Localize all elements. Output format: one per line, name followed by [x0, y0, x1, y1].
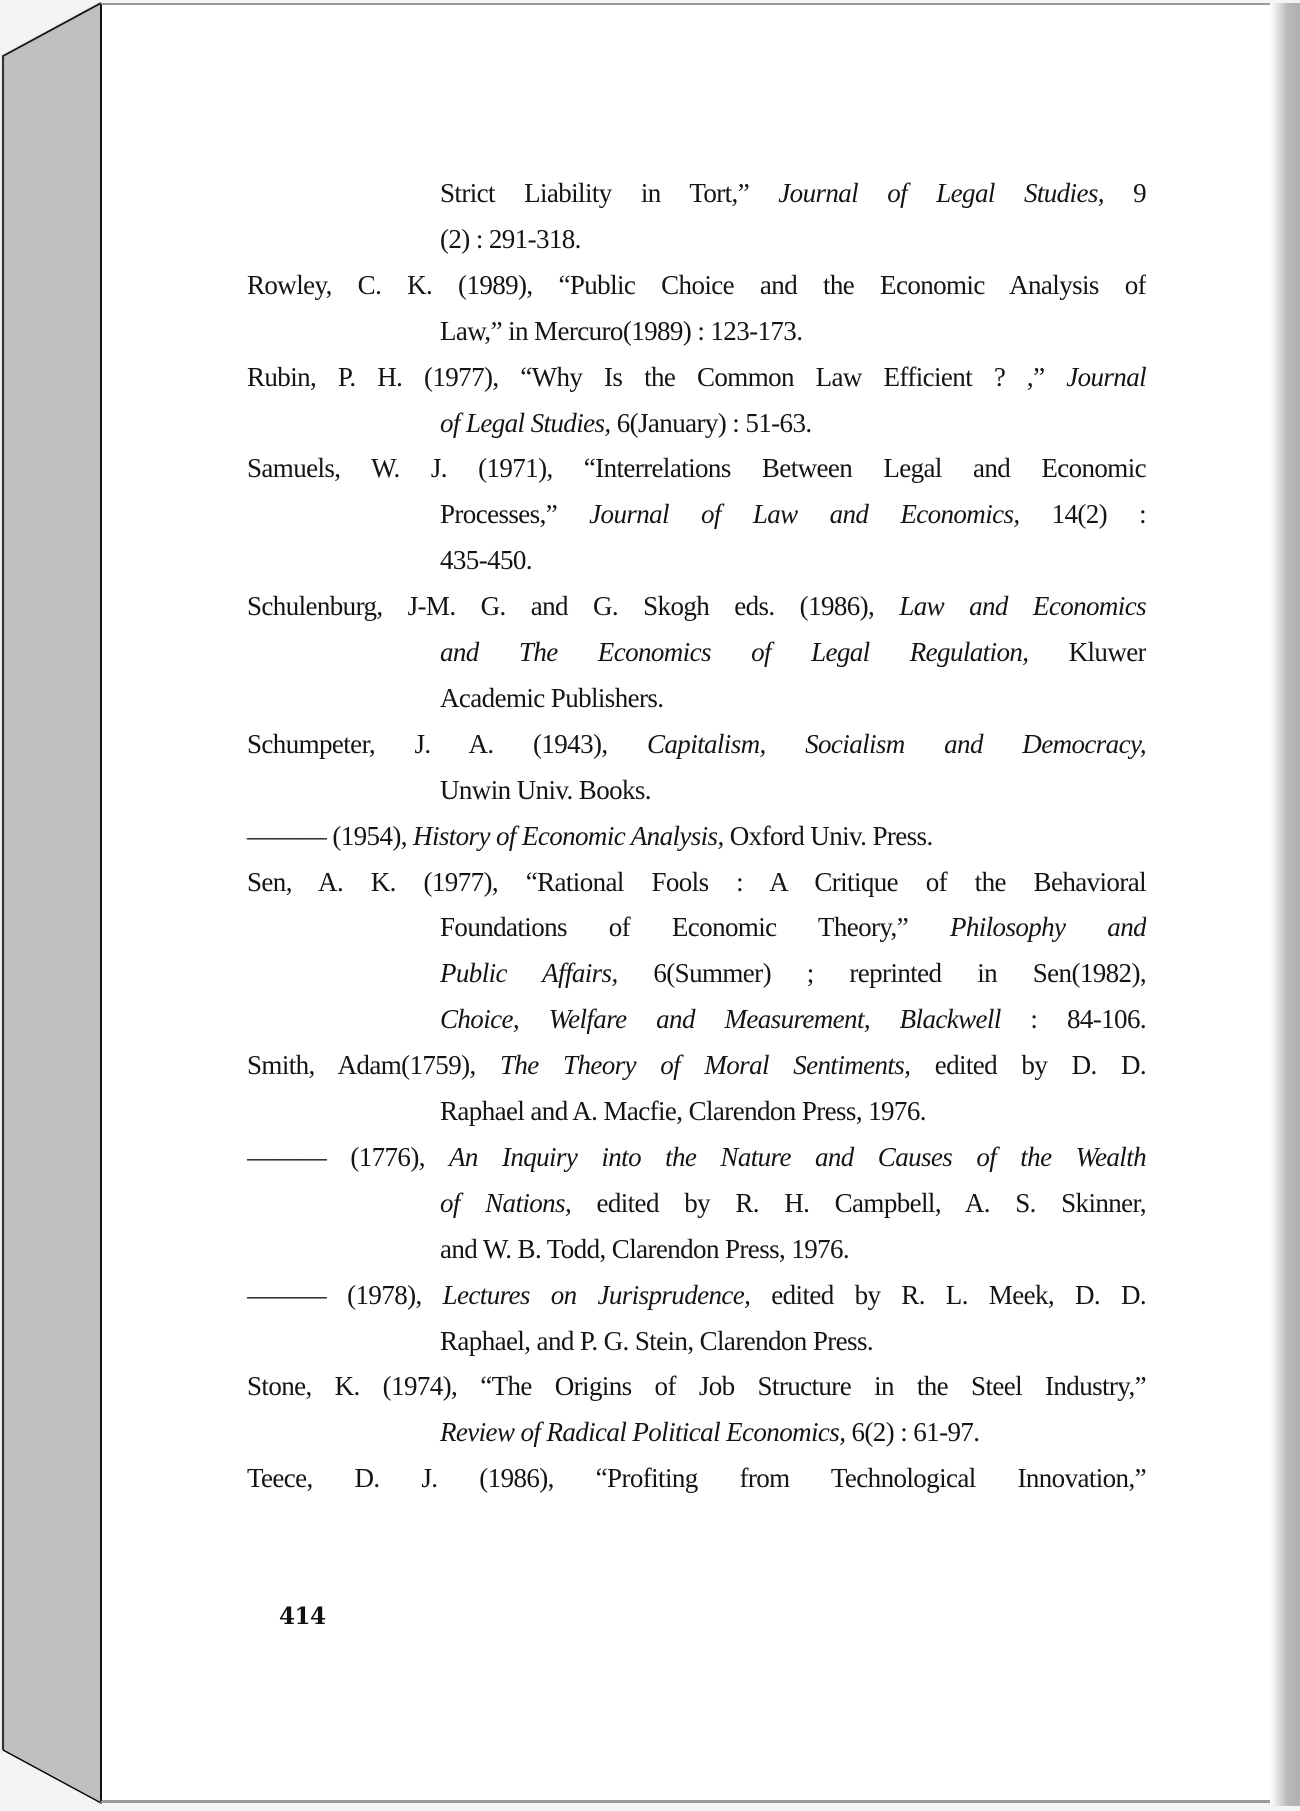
reference-text: ——— (1954),: [247, 821, 414, 851]
reference-continuation-line: [440, 996, 1146, 1042]
italic-title-text: Journal: [1066, 362, 1146, 392]
italic-title-text: Public Affairs,: [440, 958, 618, 988]
reference-text: Teece, D. J. (1986), “Profiting from Technological Innovation,”: [247, 1463, 1146, 1493]
reference-continuation-line: [440, 1180, 1146, 1226]
reference-text: Strict Liability in Tort,”: [440, 178, 779, 208]
reference-text: 9: [1103, 178, 1146, 208]
reference-entry-line: [247, 445, 1146, 491]
italic-title-text: Journal of Legal Studies,: [778, 178, 1104, 208]
reference-text: ——— (1776),: [247, 1142, 450, 1172]
reference-text: (2) : 291-318.: [440, 224, 581, 254]
reference-text: 6(Summer) ; reprinted in Sen(1982),: [617, 958, 1146, 988]
reference-text: Stone, K. (1974), “The Origins of Job Structure in the Steel Industry,”: [247, 1371, 1146, 1401]
reference-entry-line: [247, 813, 933, 859]
reference-entry-line: [247, 1042, 1146, 1088]
reference-text: 6(2) : 61-97.: [845, 1417, 980, 1447]
reference-continuation-line: [440, 767, 651, 813]
reference-entry-line: [247, 1363, 1146, 1409]
italic-title-text: and The Economics of Legal Regulation,: [440, 637, 1029, 667]
reference-entry-line: [247, 1134, 1146, 1180]
page-edge-shadow: [1270, 3, 1300, 1806]
italic-title-text: Journal of Law and Economics,: [589, 499, 1020, 529]
reference-continuation-line: [440, 629, 1146, 675]
reference-text: 6(January) : 51-63.: [610, 408, 812, 438]
italic-title-text: Lectures on Jurisprudence,: [442, 1280, 751, 1310]
reference-text: edited by R. L. Meek, D. D.: [750, 1280, 1146, 1310]
reference-continuation-line: [440, 904, 1146, 950]
reference-text: Oxford Univ. Press.: [723, 821, 933, 851]
reference-text: Raphael and A. Macfie, Clarendon Press, 1976.: [440, 1096, 926, 1126]
reference-text: Schumpeter, J. A. (1943),: [247, 729, 647, 759]
reference-text: Rowley, C. K. (1989), “Public Choice and the Economic Analysis of: [247, 270, 1146, 300]
reference-text: Kluwer: [1028, 637, 1146, 667]
reference-continuation-line: [440, 1409, 979, 1455]
reference-text: edited by D. D.: [910, 1050, 1146, 1080]
reference-text: ——— (1978),: [247, 1280, 443, 1310]
reference-entry-line: [247, 1455, 1146, 1501]
italic-title-text: Review of Radical Political Economics,: [440, 1417, 846, 1447]
reference-text: Rubin, P. H. (1977), “Why Is the Common Law Efficient ? ,”: [247, 362, 1067, 392]
reference-continuation-line: [440, 675, 663, 721]
reference-text: edited by R. H. Campbell, A. S. Skinner,: [571, 1188, 1146, 1218]
reference-text: Foundations of Economic Theory,”: [440, 912, 950, 942]
italic-title-text: History of Economic Analysis,: [413, 821, 724, 851]
reference-entry-line: [247, 583, 1146, 629]
reference-text: Academic Publishers.: [440, 683, 664, 713]
reference-text: Samuels, W. J. (1971), “Interrelations Between Legal and Economic: [247, 453, 1146, 483]
book-spine-shape: [0, 0, 104, 1806]
reference-text: : 84-106.: [1000, 1004, 1146, 1034]
reference-entry-line: [247, 859, 1146, 905]
italic-title-text: Law and Economics: [899, 591, 1146, 621]
reference-entry-line: [247, 721, 1146, 767]
italic-title-text: An Inquiry into the Nature and Causes of the Wealth: [449, 1142, 1146, 1172]
reference-text: Law,” in Mercuro(1989) : 123-173.: [440, 316, 803, 346]
reference-text: Raphael, and P. G. Stein, Clarendon Press.: [440, 1326, 873, 1356]
reference-text: and W. B. Todd, Clarendon Press, 1976.: [440, 1234, 850, 1264]
reference-text: 435-450.: [440, 545, 532, 575]
italic-title-text: of Nations,: [440, 1188, 572, 1218]
reference-continuation-line: [440, 491, 1146, 537]
reference-text: Smith, Adam(1759),: [247, 1050, 500, 1080]
italic-title-text: Philosophy and: [949, 912, 1146, 942]
reference-text: Unwin Univ. Books.: [440, 775, 651, 805]
reference-continuation-line: [440, 216, 581, 262]
italic-title-text: of Legal Studies,: [440, 408, 611, 438]
reference-entry-line: [247, 262, 1146, 308]
reference-continuation-line: [440, 170, 1146, 216]
reference-entry-line: [247, 1272, 1146, 1318]
page-number: 414: [279, 1603, 326, 1630]
italic-title-text: Capitalism, Socialism and Democracy,: [646, 729, 1146, 759]
reference-continuation-line: [440, 308, 802, 354]
reference-entry-line: [247, 354, 1146, 400]
reference-text: Schulenburg, J-M. G. and G. Skogh eds. (1986),: [247, 591, 900, 621]
reference-continuation-line: [440, 1318, 873, 1364]
reference-text: 14(2) :: [1019, 499, 1146, 529]
reference-continuation-line: [440, 400, 812, 446]
reference-continuation-line: [440, 537, 532, 583]
italic-title-text: The Theory of Moral Sentiments,: [499, 1050, 911, 1080]
book-spine: [0, 0, 104, 1806]
reference-text: Processes,”: [440, 499, 590, 529]
reference-continuation-line: [440, 1088, 926, 1134]
italic-title-text: Choice, Welfare and Measurement, Blackwell: [440, 1004, 1001, 1034]
reference-continuation-line: [440, 950, 1146, 996]
reference-continuation-line: [440, 1226, 849, 1272]
reference-text: Sen, A. K. (1977), “Rational Fools : A Critique of the Behavioral: [247, 867, 1146, 897]
